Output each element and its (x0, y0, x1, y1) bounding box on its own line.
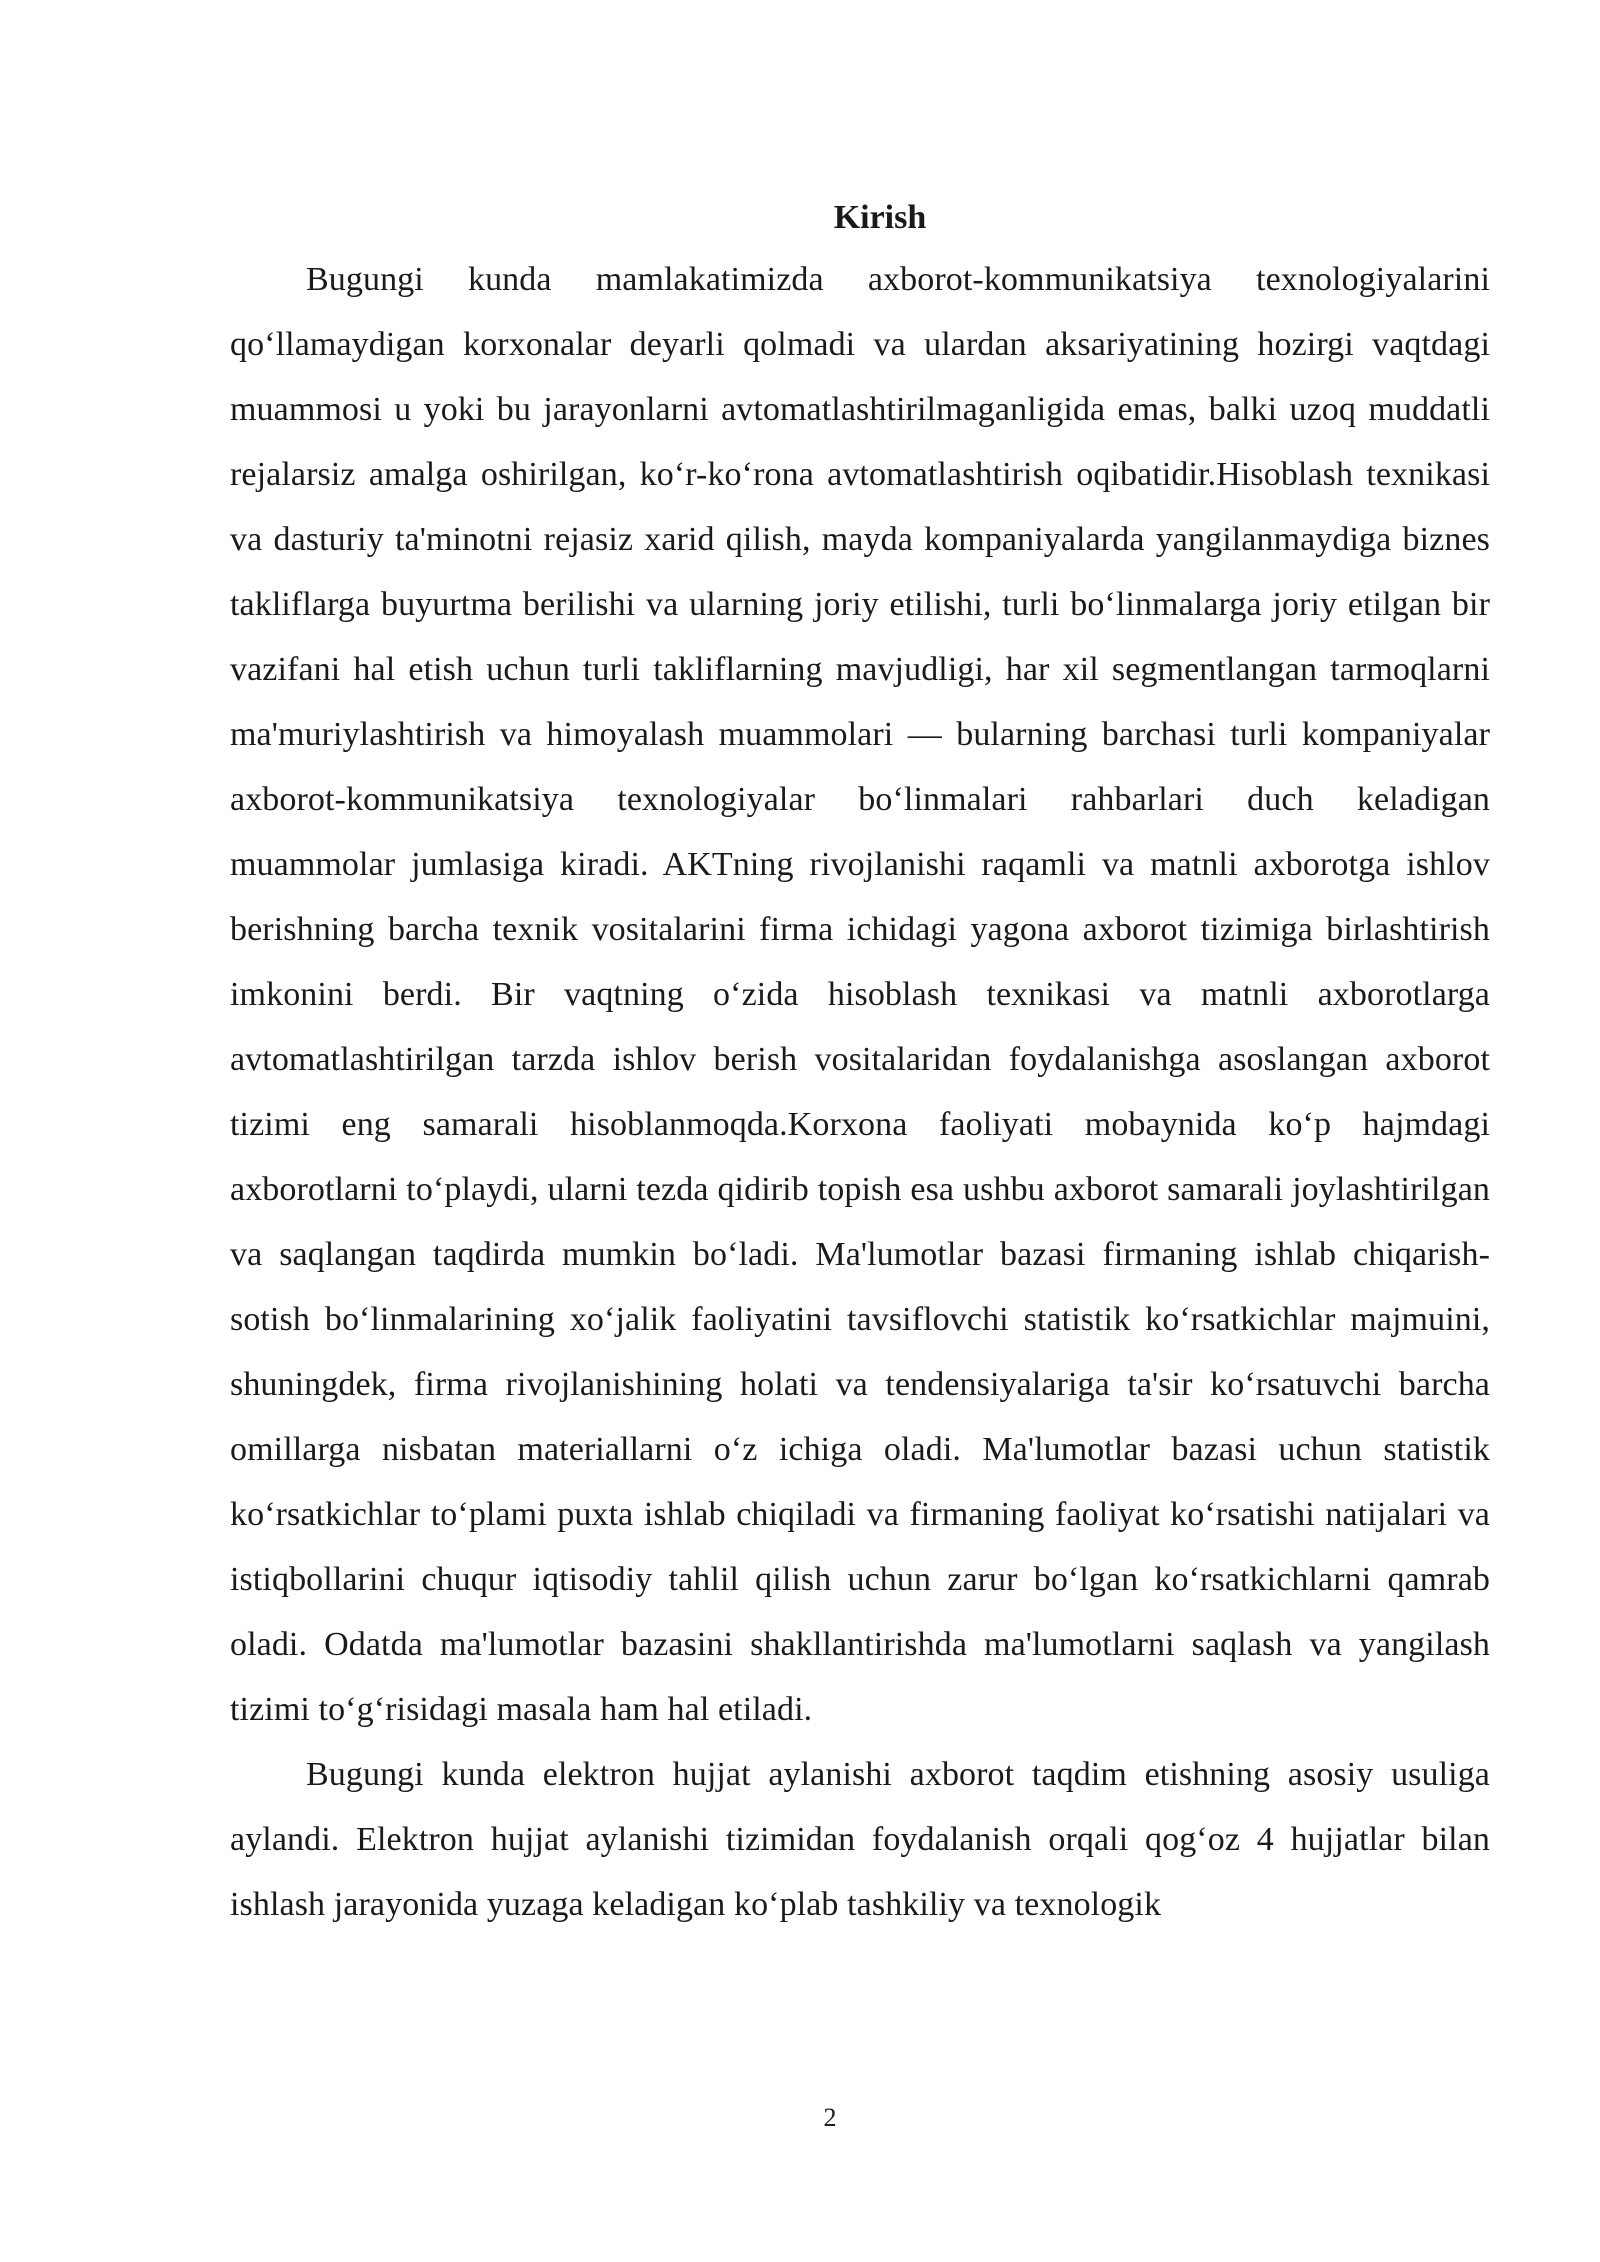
page-number: 2 (823, 2103, 837, 2132)
paragraph-electronic-documents: Bugungi kunda elektron hujjat aylanishi axborot taqdim etishning asosiy usuliga aylandi. Elektron hujjat aylanishi tizimidan foydalanish orqali qogʻoz 4 hujjatlar bilan ishlash jarayonida yuzaga keladigan koʻplab tashkiliy va texnologik (230, 1756, 1490, 1923)
section-heading: Kirish (833, 199, 927, 236)
paragraph-intro: Bugungi kunda mamlakatimizda axborot-kommunikatsiya texnologiyalarini qoʻllamaydigan korxonalar deyarli qolmadi va ulardan aksariyatining hozirgi vaqtdagi muammosi u yoki bu jarayonlarni avtomatlashtirilmaganligida emas, balki uzoq muddatli rejalarsiz amalga oshirilgan, koʻr-koʻrona avtomatlashtirish oqibatidir.Hisoblash texnikasi va dasturiy ta'minotni rejasiz xarid qilish, mayda kompaniyalarda yangilanmaydiga biznes takliflarga buyurtma berilishi va ularning joriy etilishi, turli boʻlinmalarga joriy etilgan bir vazifani hal etish uchun turli takliflarning mavjudligi, har xil segmentlangan tarmoqlarni ma'muriylashtirish va himoyalash muammolari — bularning barchasi turli kompaniyalar axborot-kommunikatsiya texnologiyalar boʻlinmalari rahbarlari duch keladigan muammolar jumlasiga kiradi. AKTning rivojlanishi raqamli va matnli axborotga ishlov berishning barcha texnik vositalarini firma ichidagi yagona axborot tizimiga birlashtirish imkonini berdi. Bir vaqtning oʻzida hisoblash texnikasi va matnli axborotlarga avtomatlashtirilgan tarzda ishlov berish vositalaridan foydalanishga asoslangan axborot tizimi eng samarali hisoblanmoqda.Korxona faoliyati mobaynida koʻp hajmdagi axborotlarni toʻplaydi, ularni tezda qidirib topish esa ushbu axborot samarali joylashtirilgan va saqlangan taqdirda mumkin boʻladi. Ma'lumotlar bazasi firmaning ishlab chiqarish-sotish boʻlinmalarining xoʻjalik faoliyatini tavsiflovchi statistik koʻrsatkichlar majmuini, shuningdek, firma rivojlanishining holati va tendensiyalariga ta'sir koʻrsatuvchi barcha omillarga nisbatan materiallarni oʻz ichiga oladi. Ma'lumotlar bazasi uchun statistik koʻrsatkichlar toʻplami puxta ishlab chiqiladi va firmaning faoliyat koʻrsatishi natijalari va istiqbollarini chuqur iqtisodiy tahlil qilish uchun zarur boʻlgan koʻrsatkichlarni qamrab oladi. Odatda ma'lumotlar bazasini shakllantirishda ma'lumotlarni saqlash va yangilash tizimi toʻgʻrisidagi masala ham hal etiladi. (230, 261, 1490, 1728)
document-page (230, 195, 1490, 1937)
